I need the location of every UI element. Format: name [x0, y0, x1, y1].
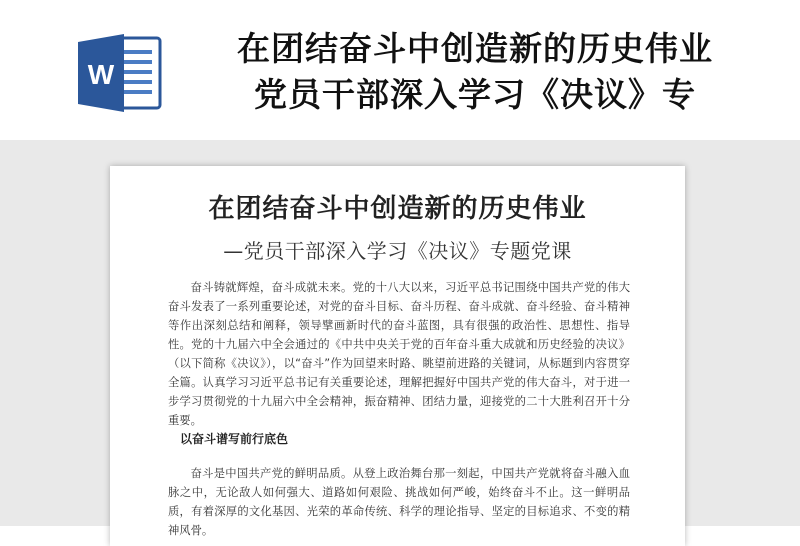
- body-paragraph-2: 奋斗是中国共产党的鲜明品质。从登上政治舞台那一刻起，中国共产党就将奋斗融入血脉之中，无论敌人如何强大、道路如何艰险、挑战如何严峻，始终奋斗不止。这一鲜明品质，有着深厚的文化基因、光荣的革命传统、科学的理论指导、坚定的目标追求、不变的精神风骨。: [168, 467, 630, 537]
- body-paragraph-1: 奋斗铸就辉煌，奋斗成就未来。党的十八大以来，习近平总书记围绕中国共产党的伟大奋斗发表了一系列重要论述，对党的奋斗目标、奋斗历程、奋斗成就、奋斗经验、奋斗精神等作出深刻总结和阐释，领导擘画新时代的奋斗蓝图，具有很强的政治性、思想性、指导性。党的十九届六中全会通过的《中共中央关于党的百年奋斗重大成就和历史经验的决议》（以下简称《决议》），以“奋斗”作为回望来时路、眺望前进路的关键词，从标题到内容贯穿全篇。认真学习习近平总书记有关重要论述，理解把握好中国共产党的伟大奋斗，对于进一步学习贯彻党的十九届六中全会精神，振奋精神、团结力量，迎接党的二十大胜利召开十分重要。: [168, 281, 630, 427]
- word-document-icon: [76, 32, 164, 114]
- banner: [0, 0, 800, 140]
- banner-title-line2: 党员干部深入学习《决议》专: [254, 75, 696, 114]
- document-page: [110, 166, 685, 546]
- banner-title-line1: 在团结奋斗中创造新的历史伟业: [237, 29, 713, 68]
- section-heading: 以奋斗谱写前行底色: [180, 432, 289, 446]
- banner-title: [175, 26, 775, 118]
- word-logo-letter: W: [87, 59, 115, 90]
- document-title: 在团结奋斗中创造新的历史伟业: [208, 194, 587, 224]
- document-subtitle: —党员干部深入学习《决议》专题党课: [223, 239, 572, 263]
